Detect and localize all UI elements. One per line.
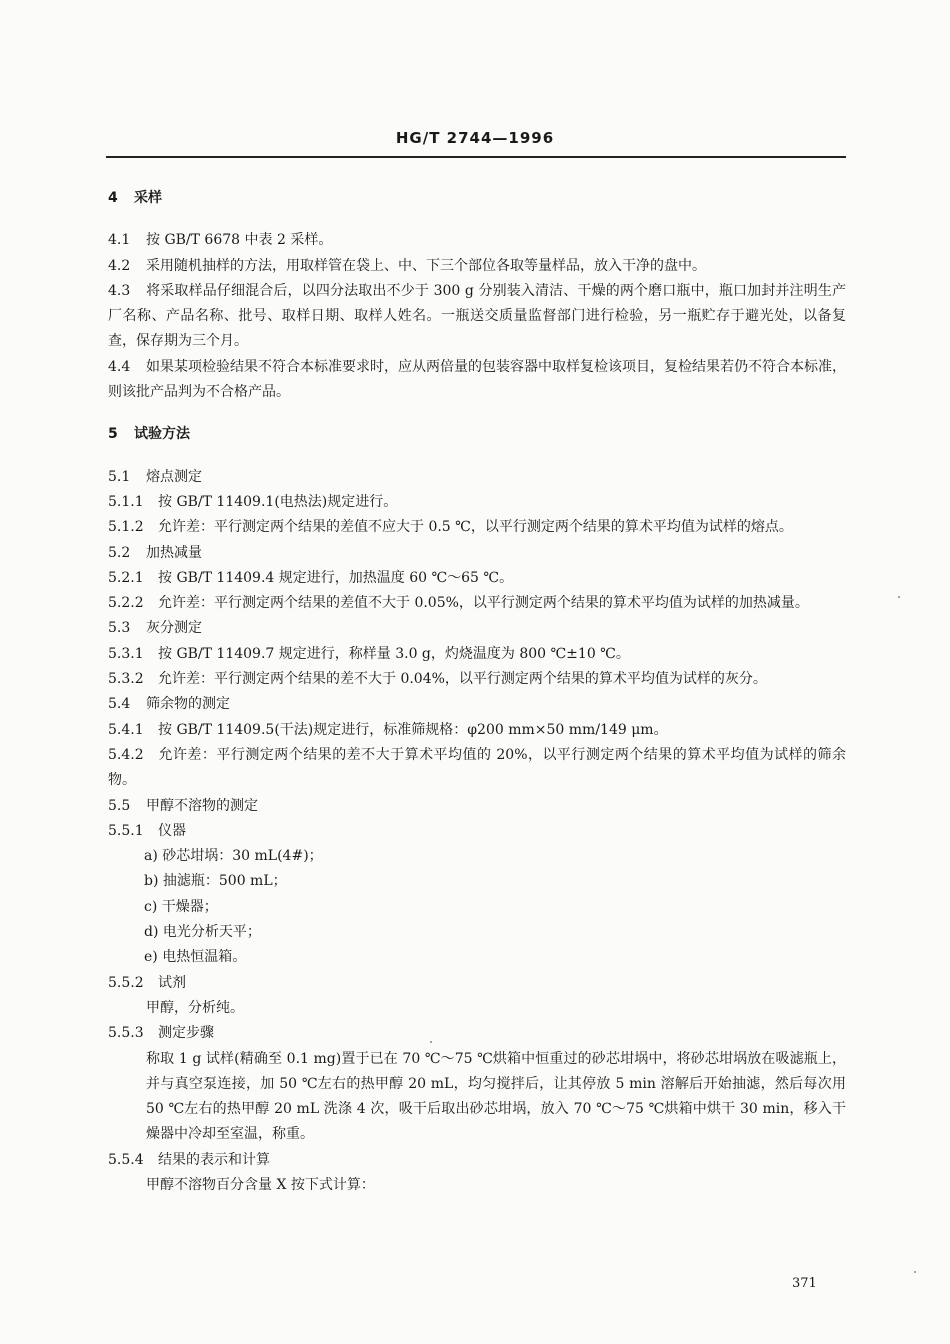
clause-number: 5.5.1 bbox=[108, 822, 144, 839]
clause bbox=[108, 743, 846, 794]
clause-text: 允许差：平行测定两个结果的差不大于算术平均值的 20%，以平行测定两个结果的算术平均值为试样的筛余物。 bbox=[108, 746, 846, 789]
clause-number: 5.1 bbox=[108, 468, 131, 485]
clause-text: b) 抽滤瓶：500 mL； bbox=[144, 873, 287, 890]
clause-text: c) 干燥器； bbox=[144, 898, 218, 915]
clause-text: 测定步骤 bbox=[158, 1025, 214, 1042]
clause-text: 甲醇不溶物的测定 bbox=[146, 797, 258, 814]
list-item bbox=[108, 844, 846, 869]
list-item bbox=[108, 920, 846, 945]
clause bbox=[108, 355, 846, 406]
clause-text: a) 砂芯坩埚：30 mL(4#)； bbox=[144, 848, 323, 865]
page-number: 371 bbox=[792, 1276, 817, 1291]
clause bbox=[108, 591, 846, 616]
clause bbox=[108, 515, 846, 540]
clause-text: 灰分测定 bbox=[146, 620, 202, 637]
clause-number: 5.5.2 bbox=[108, 974, 144, 991]
clause-number: 5.1.1 bbox=[108, 493, 144, 510]
clause-number: 5.4.2 bbox=[108, 746, 144, 763]
clause-text: 加热减量 bbox=[146, 544, 202, 561]
clause-number: 5.5 bbox=[108, 797, 131, 814]
clause bbox=[108, 228, 846, 253]
clause-number: 5.3.1 bbox=[108, 645, 144, 662]
clause bbox=[108, 971, 846, 996]
clause-number: 5.1.2 bbox=[108, 519, 144, 536]
clause bbox=[108, 465, 846, 490]
clause bbox=[108, 642, 846, 667]
clause-number: 5.3 bbox=[108, 620, 131, 637]
list-item bbox=[108, 869, 846, 894]
clause-number: 4.2 bbox=[108, 257, 131, 274]
clause-text: 仪器 bbox=[158, 822, 186, 839]
clause-number: 5.4.1 bbox=[108, 721, 144, 738]
clause-text: 允许差：平行测定两个结果的差值不应大于 0.5 ℃，以平行测定两个结果的算术平均值为试样的熔点。 bbox=[158, 519, 793, 536]
clause bbox=[108, 541, 846, 566]
clause-number: 4.4 bbox=[108, 358, 131, 375]
header-rule bbox=[106, 156, 846, 158]
clause-text: 按 GB/T 11409.4 规定进行，加热温度 60 ℃～65 ℃。 bbox=[158, 569, 514, 586]
clause-number: 5 bbox=[108, 426, 118, 443]
clause-text: 熔点测定 bbox=[146, 468, 202, 485]
clause bbox=[108, 819, 846, 844]
clause-text: 试验方法 bbox=[134, 426, 190, 443]
section-heading bbox=[108, 422, 846, 447]
clause-number: 4.1 bbox=[108, 232, 131, 249]
clause bbox=[108, 490, 846, 515]
clause bbox=[108, 1148, 846, 1173]
clause-text: 允许差：平行测定两个结果的差值不大于 0.05%，以平行测定两个结果的算术平均值为试样的加热减量。 bbox=[158, 595, 809, 612]
document-body bbox=[108, 178, 846, 1198]
clause-text: 试剂 bbox=[158, 974, 186, 991]
scan-speck bbox=[430, 1041, 432, 1043]
clause-text: e) 电热恒温箱。 bbox=[144, 949, 247, 966]
clause-number: 5.5.3 bbox=[108, 1025, 144, 1042]
clause-text: 按 GB/T 11409.5(干法)规定进行，标准筛规格：φ200 mm×50 mm/149 μm。 bbox=[158, 721, 668, 738]
scan-speck bbox=[898, 596, 900, 598]
clause bbox=[108, 566, 846, 591]
clause-text: 允许差：平行测定两个结果的差不大于 0.04%，以平行测定两个结果的算术平均值为试样的灰分。 bbox=[158, 671, 767, 688]
clause bbox=[108, 1021, 846, 1046]
paragraph bbox=[108, 996, 846, 1021]
scan-speck bbox=[914, 1271, 916, 1273]
clause bbox=[108, 692, 846, 717]
clause bbox=[108, 794, 846, 819]
clause-text: 甲醇，分析纯。 bbox=[146, 999, 244, 1016]
clause-text: 结果的表示和计算 bbox=[158, 1151, 270, 1168]
clause-text: 将采取样品仔细混合后，以四分法取出不少于 300 g 分别装入清洁、干燥的两个磨口瓶中，瓶口加封并注明生产厂名称、产品名称、批号、取样日期、取样人姓名。一瓶送交质量监督部门进行检验，另一瓶贮存于避光处，以备复查，保存期为三个月。 bbox=[108, 282, 846, 350]
section-heading bbox=[108, 186, 846, 211]
clause bbox=[108, 616, 846, 641]
clause-number: 4 bbox=[108, 190, 118, 206]
clause-number: 5.2.2 bbox=[108, 595, 144, 612]
clause-text: 称取 1 g 试样(精确至 0.1 mg)置于已在 70 ℃～75 ℃烘箱中恒重过的砂芯坩埚中，将砂芯坩埚放在吸滤瓶上，并与真空泵连接，加 50 ℃左右的热甲醇 20 mL，均匀搅拌后，让其停放 5 min 溶解后开始抽滤，然后每次用 50 ℃左右的热甲醇 20 mL 洗涤 4 次，吸干后取出砂芯坩埚，放入 70 ℃～75 ℃烘箱中烘干 30 min，移入干燥器中冷却至室温，称重。 bbox=[146, 1050, 846, 1143]
clause bbox=[108, 667, 846, 692]
list-item bbox=[108, 945, 846, 970]
clause bbox=[108, 254, 846, 279]
clause-text: 筛余物的测定 bbox=[146, 696, 230, 713]
clause-text: d) 电光分析天平； bbox=[144, 924, 261, 941]
clause-text: 甲醇不溶物百分含量 X 按下式计算： bbox=[146, 1176, 375, 1193]
clause-text: 采样 bbox=[134, 190, 162, 206]
clause-number: 5.2 bbox=[108, 544, 131, 561]
clause-number: 5.2.1 bbox=[108, 569, 144, 586]
clause-text: 按 GB/T 11409.7 规定进行，称样量 3.0 g，灼烧温度为 800 ℃±10 ℃。 bbox=[158, 645, 630, 662]
clause-number: 4.3 bbox=[108, 282, 131, 299]
clause-number: 5.5.4 bbox=[108, 1151, 144, 1168]
page-header: HG/T 2744—1996 bbox=[395, 129, 555, 147]
clause-text: 按 GB/T 11409.1(电热法)规定进行。 bbox=[158, 493, 398, 510]
clause-text: 如果某项检验结果不符合本标准要求时，应从两倍量的包装容器中取样复检该项目，复检结果若仍不符合本标准，则该批产品判为不合格产品。 bbox=[108, 358, 846, 401]
clause bbox=[108, 279, 846, 355]
clause-number: 5.3.2 bbox=[108, 671, 144, 688]
list-item bbox=[108, 895, 846, 920]
clause-number: 5.4 bbox=[108, 696, 131, 713]
clause bbox=[108, 718, 846, 743]
clause-text: 按 GB/T 6678 中表 2 采样。 bbox=[146, 232, 333, 249]
clause-text: 采用随机抽样的方法，用取样管在袋上、中、下三个部位各取等量样品，放入干净的盘中。 bbox=[146, 257, 706, 274]
paragraph bbox=[108, 1173, 846, 1198]
paragraph bbox=[108, 1047, 846, 1148]
